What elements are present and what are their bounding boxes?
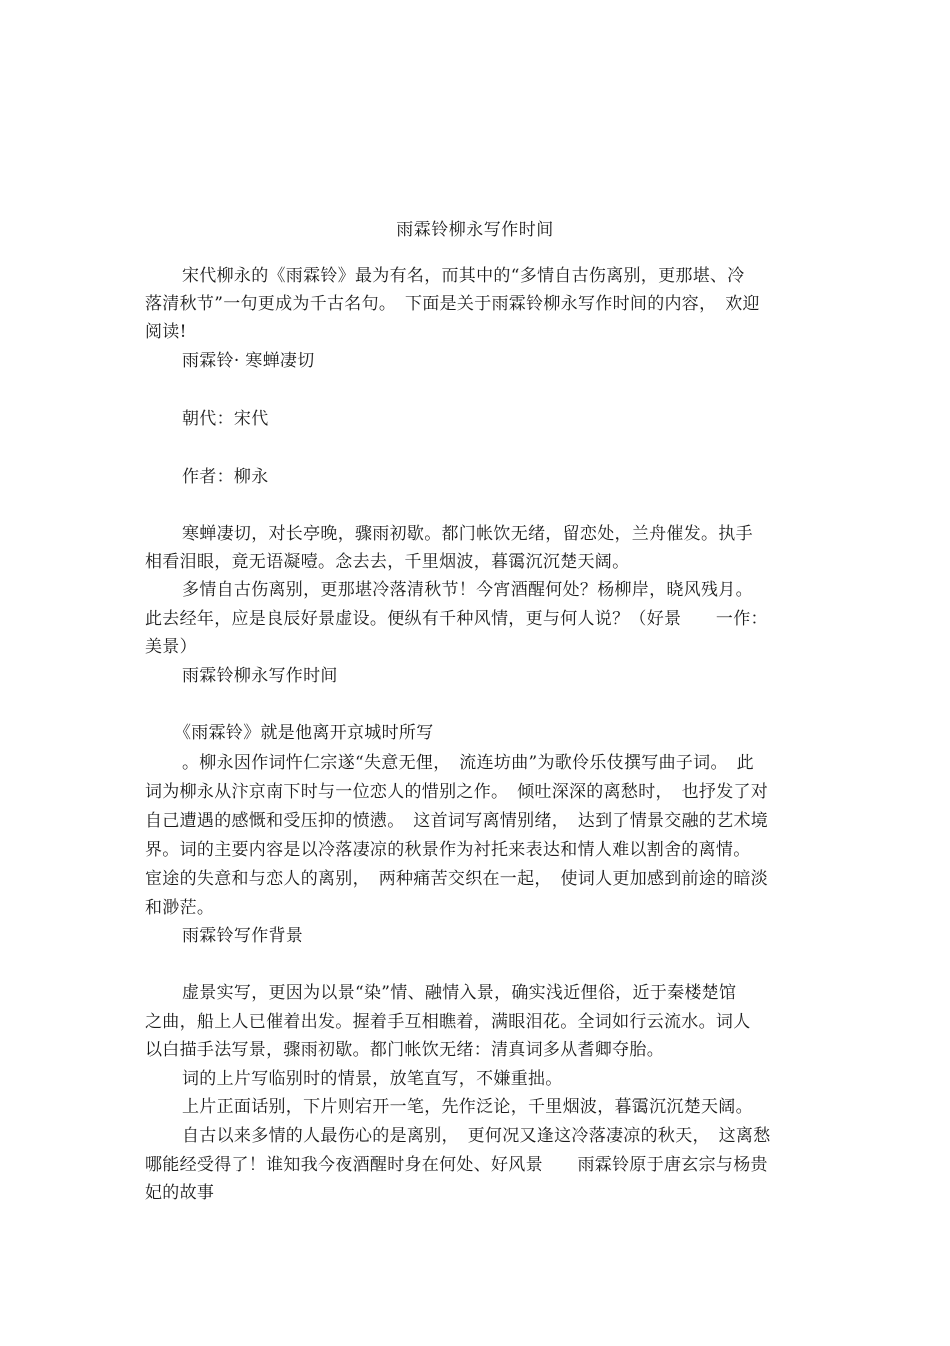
section1-heading: 雨霖铃柳永写作时间: [182, 666, 338, 686]
section2-para3: 上片正面话别，下片则宕开一笔，先作泛论，千里烟波，暮霭沉沉楚天阔。: [182, 1097, 753, 1117]
poem-stanza1-line-1: 寒蝉凄切，对长亭晚，骤雨初歇。都门帐饮无绪，留恋处，兰舟催发。执手: [182, 524, 753, 544]
section2-para2: 词的上片写临别时的情景，放笔直写，不嫌重拙。: [182, 1069, 563, 1089]
section2-para4-line-1: 自古以来多情的人最伤心的是离别， 更何况又逢这冷落凄凉的秋天， 这离愁: [182, 1126, 771, 1146]
intro-line-3: 阅读!: [145, 322, 187, 342]
section2-para4-line-2: 哪能经受得了！谁知我今夜酒醒时身在何处、好风景 雨霖铃原于唐玄宗与杨贵: [145, 1155, 768, 1175]
poem-heading: 雨霖铃· 寒蝉凄切: [182, 351, 315, 371]
poem-stanza2-line-1: 多情自古伤离别，更那堪冷落清秋节！今宵酒醒何处？杨柳岸，晓风残月。: [182, 580, 753, 600]
section2-heading: 雨霖铃写作背景: [182, 926, 304, 946]
intro-line-2: 落清秋节”一句更成为千古名句。 下面是关于雨霖铃柳永写作时间的内容， 欢迎: [145, 294, 760, 314]
section1-body-line-6: 和渺茫。: [145, 898, 215, 918]
section1-body-line-1: 。柳永因作词忤仁宗遂“失意无俚， 流连坊曲”为歌伶乐伎撰写曲子词。 此: [182, 753, 754, 773]
section1-body-line-5: 宦途的失意和与恋人的离别， 两种痛苦交织在一起， 使词人更加感到前途的暗淡: [145, 869, 769, 889]
section1-body-line-2: 词为柳永从汴京南下时与一位恋人的惜别之作。 倾吐深深的离愁时， 也抒发了对: [145, 782, 769, 802]
poem-stanza2-line-2: 此去经年，应是良辰好景虚设。便纵有千种风情，更与何人说？（好景 一作：: [145, 609, 768, 629]
poem-dynasty: 朝代：宋代: [182, 409, 269, 429]
section2-para1-line-3: 以白描手法写景，骤雨初歇。都门帐饮无绪：清真词多从耆卿夺胎。: [145, 1040, 664, 1060]
section1-body-line-4: 界。词的主要内容是以冷落凄凉的秋景作为衬托来表达和情人难以割舍的离情。: [145, 840, 751, 860]
section1-body-line-3: 自己遭遇的感慨和受压抑的愤懑。 这首词写离情别绪， 达到了情景交融的艺术境: [145, 811, 769, 831]
poem-stanza1-line-2: 相看泪眼，竟无语凝噎。念去去，千里烟波，暮霭沉沉楚天阔。: [145, 552, 630, 572]
section2-para1-line-2: 之曲，船上人已催着出发。握着手互相瞧着，满眼泪花。全词如行云流水。词人: [145, 1012, 751, 1032]
poem-stanza2-line-3: 美景）: [145, 637, 197, 657]
section2-para1-line-1: 虚景实写，更因为以景“染”情、融情入景，确实浅近俚俗，近于秦楼楚馆: [182, 983, 737, 1003]
section2-para4-line-3: 妃的故事: [145, 1183, 215, 1203]
document-title: 雨霖铃柳永写作时间: [396, 220, 554, 240]
poem-author: 作者：柳永: [182, 467, 269, 487]
section1-lead: 《雨霖铃》就是他离开京城时所写: [174, 723, 434, 743]
intro-line-1: 宋代柳永的《雨霖铃》最为有名，而其中的“多情自古伤离别，更那堪、冷: [182, 266, 745, 286]
